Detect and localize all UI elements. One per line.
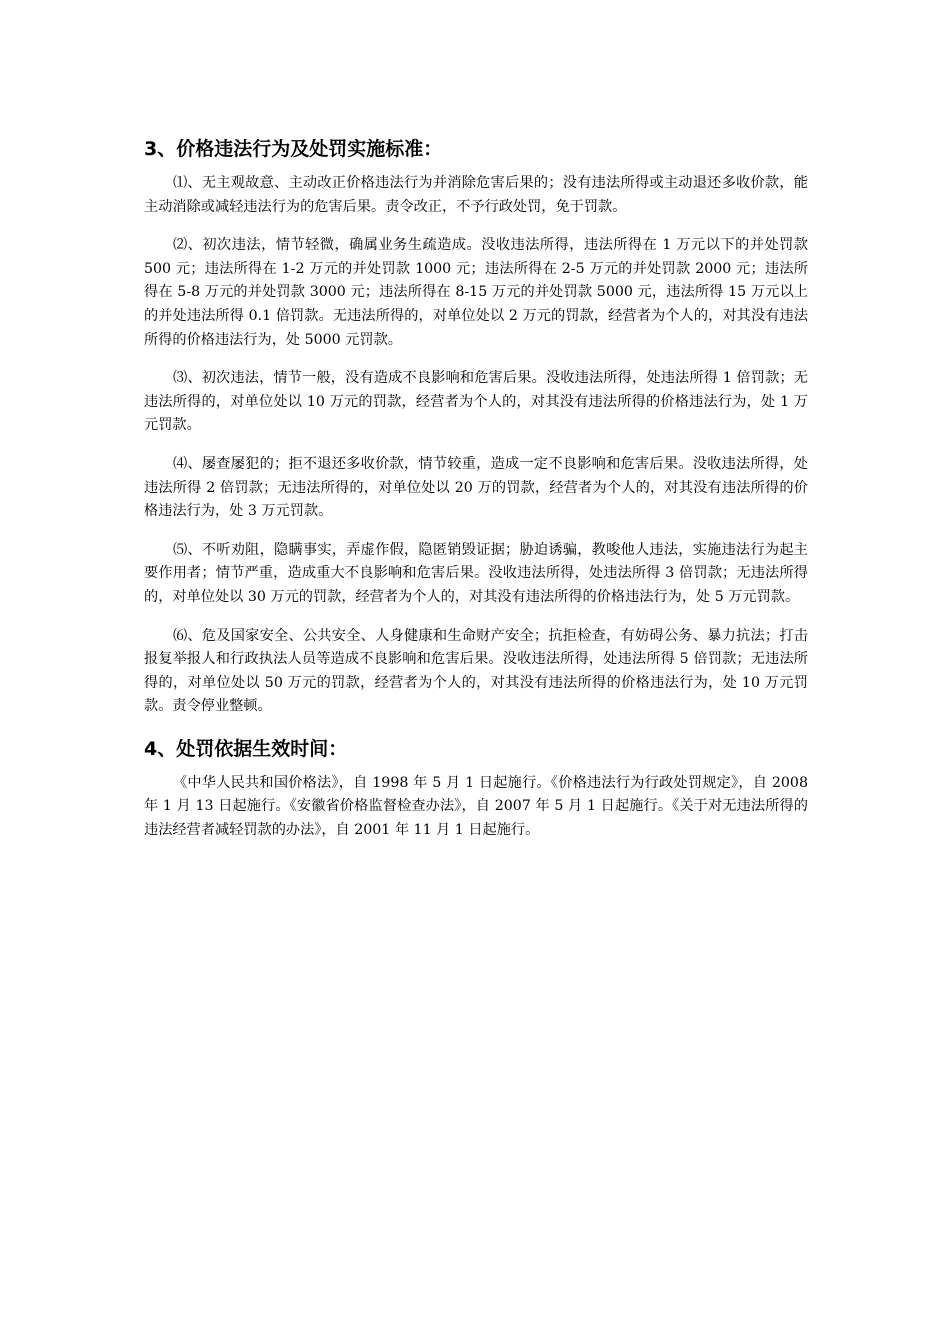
penalty-standard-2: ⑵、初次违法，情节轻微，确属业务生疏造成。没收违法所得，违法所得在 1 万元以下的并处罚款 500 元；违法所得在 1-2 万元的并处罚款 1000 元；违法所得在 2-5 万元的并处罚款 2000 元；违法所得在 5-8 万元的并处罚款 3000 元；违法所得在 8-15 万元的并处罚款 5000 元，违法所得 15 万元以上的并处违法所得 0.1 倍罚款。无违法所得的，对单位处以 2 万元的罚款，经营者为个人的，对其没有违法所得的价格违法行为，处 5000 元罚款。 <box>144 237 808 348</box>
penalty-standard-5: ⑸、不听劝阻，隐瞒事实，弄虚作假，隐匿销毁证据；胁迫诱骗，教唆他人违法，实施违法行为起主要作用者；情节严重，造成重大不良影响和危害后果。没收违法所得，处违法所得 3 倍罚款；无违法所得的，对单位处以 30 万元的罚款，经营者为个人的，对其没有违法所得的价格违法行为，处 5 万元罚款。 <box>144 541 808 605</box>
penalty-standard-3: ⑶、初次违法，情节一般，没有造成不良影响和危害后果。没收违法所得，处违法所得 1 倍罚款；无违法所得的，对单位处以 10 万元的罚款，经营者为个人的，对其没有违法所得的价格违法行为，处 1 万元罚款。 <box>144 370 808 434</box>
penalty-standard-6: ⑹、危及国家安全、公共安全、人身健康和生命财产安全；抗拒检查，有妨碍公务、暴力抗法；打击报复举报人和行政执法人员等造成不良影响和危害后果。没收违法所得，处违法所得 5 倍罚款；无违法所得的，对单位处以 50 万元的罚款，经营者为个人的，对其没有违法所得的价格违法行为，处 10 万元罚款。责令停业整顿。 <box>144 627 808 715</box>
section-3-heading: 3、价格违法行为及处罚实施标准： <box>144 138 443 160</box>
document-page <box>144 134 808 843</box>
section-4-heading: 4、处罚依据生效时间： <box>144 737 348 760</box>
penalty-standard-1: ⑴、无主观故意、主动改正价格违法行为并消除危害后果的；没有违法所得或主动退还多收价款，能主动消除或减轻违法行为的危害后果。责令改正，不予行政处罚，免于罚款。 <box>144 175 808 215</box>
penalty-standard-4: ⑷、屡查屡犯的；拒不退还多收价款，情节较重，造成一定不良影响和危害后果。没收违法所得，处违法所得 2 倍罚款；无违法所得的，对单位处以 20 万的罚款，经营者为个人的，对其没有违法所得的价格违法行为，处 3 万元罚款。 <box>144 455 808 520</box>
effective-date-paragraph: 《中华人民共和国价格法》，自 1998 年 5 月 1 日起施行。《价格违法行为行政处罚规定》，自 2008 年 1 月 13 日起施行。《安徽省价格监督检查办法》，自 2007 年 5 月 1 日起施行。《关于对无违法所得的违法经营者减轻罚款的办法》，自 2001 年 11 月 1 日起施行。 <box>144 774 808 839</box>
